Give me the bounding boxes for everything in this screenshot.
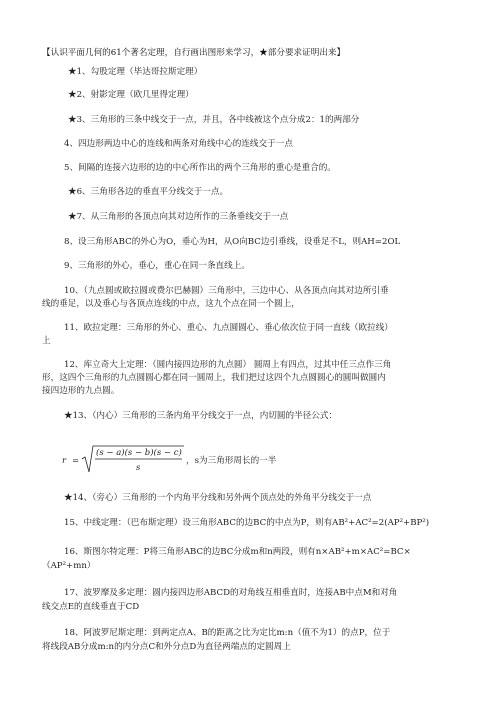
theorem-7: ★7、从三角形的各顶点向其对边所作的三条垂线交于一点 [68, 212, 289, 222]
formula-lhs: r [62, 456, 67, 466]
theorem-16-line-1: 16、斯图尔特定理：P将三角形ABC的边BC分成m和n两段，则有n×AB²+m×AC²=BC× [64, 547, 411, 557]
theorem-10-line-1: 10、（九点圆或欧拉圆或费尔巴赫圆）三角形中，三边中心、从各顶点向其对边所引垂 [64, 286, 389, 296]
inradius-formula [60, 444, 180, 474]
theorem-1: ★1、勾股定理（毕达哥拉斯定理） [68, 67, 203, 77]
theorem-2: ★2、射影定理（欧几里得定理） [68, 90, 194, 100]
theorem-12-line-1: 12、库立奇大上定理：（圆内接四边形的九点圆） 圆周上有四点，过其中任三点作三角 [64, 360, 392, 370]
theorem-11-line-2: 上 [42, 336, 51, 346]
theorem-12-line-3: 接四边形的九点圆。 [42, 386, 120, 396]
theorem-5: 5、间隔的连接六边形的边的中心所作出的两个三角形的重心是重合的。 [64, 163, 336, 173]
theorem-9: 9、三角形的外心，垂心，重心在同一条直线上。 [64, 261, 250, 271]
theorem-11-line-1: 11、欧拉定理：三角形的外心、重心、九点圆圆心、垂心依次位于同一直线（欧拉线） [64, 323, 393, 333]
document-header: 【认识平面几何的61个著名定理，自行画出图形来学习，★部分要求证明出来】 [42, 48, 346, 58]
theorem-17-line-1: 17、波罗摩及多定理：圆内接四边形ABCD的对角线互相垂直时，连接AB中点M和对角 [64, 588, 398, 598]
formula-denominator: s [136, 463, 141, 473]
theorem-16-line-2: （AP²+mn） [42, 561, 96, 571]
theorem-8: 8、设三角形ABC的外心为O，垂心为H，从O向BC边引垂线，设垂足不L，则AH=2OL [64, 237, 401, 247]
theorem-14: ★14、（旁心）三角形的一个内角平分线和另外两个顶点处的外角平分线交于一点 [64, 493, 372, 503]
formula-note: ，s为三角形周长的一半 [186, 456, 277, 466]
theorem-18-line-2: 将线段AB分成m:n的内分点C和外分点D为直径两端点的定圆周上 [42, 642, 291, 652]
theorem-4: 4、四边形两边中心的连线和两条对角线中心的连线交于一点 [64, 139, 293, 149]
theorem-12-line-2: 形，这四个三角形的九点圆圆心都在同一圆周上，我们把过这四个九点圆圆心的圆叫做圆内 [42, 373, 386, 383]
theorem-10-line-2: 线的垂足，以及垂心与各顶点连线的中点，这九个点在同一个圆上， [42, 299, 300, 309]
theorem-17-line-2: 线交点E的直线垂直于CD [42, 602, 140, 612]
formula-numerator: (s − a)(s − b)(s − c) [96, 448, 182, 458]
theorem-18-line-1: 18、阿波罗尼斯定理：到两定点A、B的距离之比为定比m:n（值不为1）的点P，位于 [64, 628, 391, 638]
theorem-6: ★6、三角形各边的垂直平分线交于一点。 [68, 187, 229, 197]
theorem-15: 15、中线定理：（巴布斯定理）设三角形ABC的边BC的中点为P，则有AB²+AC²=2(AP²+BP²) [64, 518, 430, 528]
formula-equals: = [72, 456, 80, 466]
theorem-13: ★13、（内心）三角形的三条内角平分线交于一点，内切圆的半径公式： [64, 411, 338, 421]
theorem-3: ★3、三角形的三条中线交于一点，并且，各中线被这个点分成2：1的两部分 [68, 115, 360, 125]
